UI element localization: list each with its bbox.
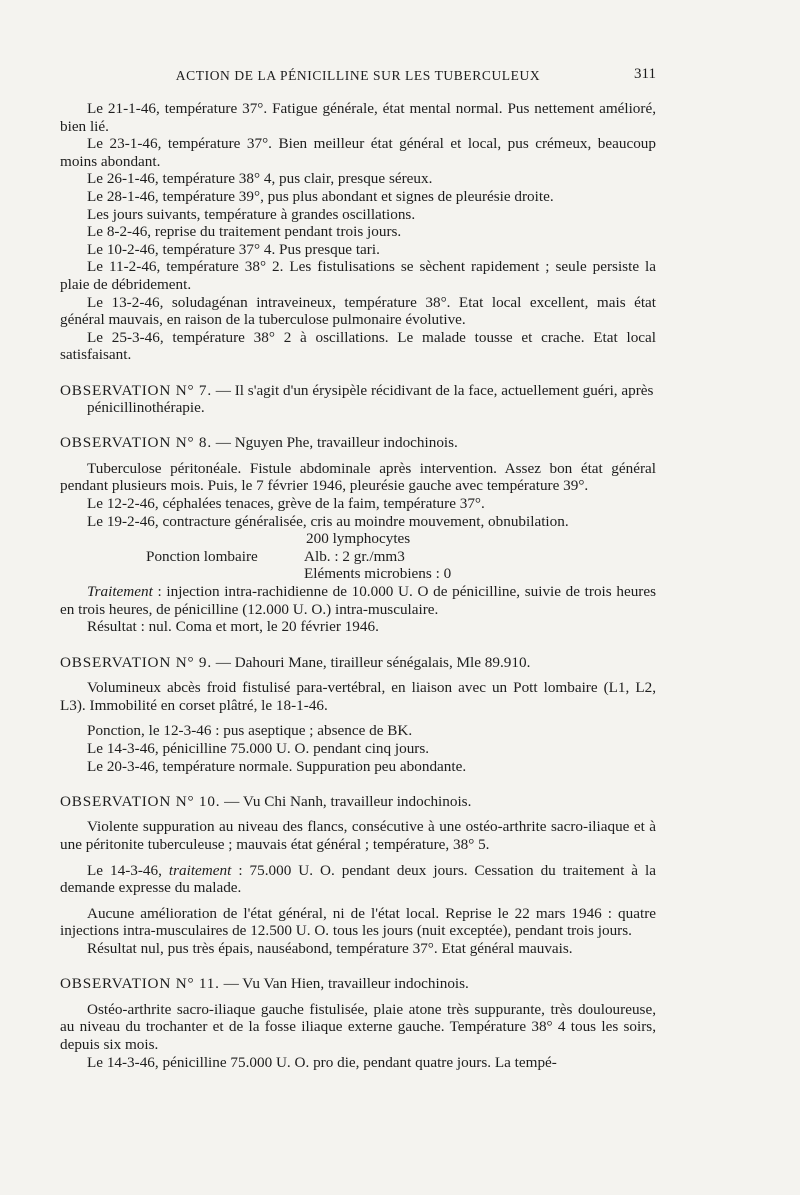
running-header	[60, 66, 656, 86]
observation-8-heading	[60, 434, 656, 452]
observation-label: OBSERVATION N° 11.	[60, 975, 220, 993]
observation-subject: — Dahouri Mane, tirailleur sénégalais, Mle 89.910.	[211, 653, 531, 671]
entry-paragraph: Le 21-1-46, température 37°. Fatigue générale, état mental normal. Pus nettement amélioré, bien lié.	[60, 100, 656, 135]
ponction-line: 200 lymphocytes	[306, 530, 411, 548]
running-title: ACTION DE LA PÉNICILLINE SUR LES TUBERCULEUX	[175, 68, 541, 83]
observation-11-heading	[60, 975, 656, 993]
observation-paragraph: Ponction, le 12-3-46 : pus aseptique ; absence de BK.	[87, 722, 413, 740]
page-number: 311	[634, 66, 656, 82]
observation-9-heading	[60, 654, 656, 672]
observation-paragraph: Le 12-2-46, céphalées tenaces, grève de la faim, température 37°.	[87, 495, 485, 513]
observation-paragraph: Tuberculose péritonéale. Fistule abdominale après intervention. Assez bon état général pendant plusieurs mois. Puis, le 7 février 1946, pleurésie gauche avec température 39°.	[60, 459, 656, 495]
page-body	[60, 100, 656, 1071]
observation-7	[60, 382, 656, 417]
entry-paragraph: Le 28-1-46, température 39°, pus plus abondant et signes de pleurésie droite.	[87, 187, 554, 205]
observation-paragraph: Le 19-2-46, contracture généralisée, cris au moindre mouvement, obnubilation.	[87, 512, 569, 530]
observation-label: OBSERVATION N° 8.	[60, 434, 212, 452]
observation-paragraph: Ostéo-arthrite sacro-iliaque gauche fistulisée, plaie atone très suppurante, très douloureuse, au niveau du trochanter et de la fosse iliaque externe gauche. Température 38° 4 tous les soirs, depuis six mois.	[60, 1000, 656, 1053]
ponction-block	[60, 530, 656, 583]
observation-subject: — Nguyen Phe, travailleur indochinois.	[211, 434, 458, 452]
entry-paragraph: Le 23-1-46, température 37°. Bien meilleur état général et local, pus crémeux, beaucoup moins abondant.	[60, 135, 656, 170]
observation-subject: — Vu Chi Nanh, travailleur indochinois.	[220, 792, 472, 810]
observation-paragraph: Le 20-3-46, température normale. Suppuration peu abondante.	[87, 757, 467, 775]
observation-paragraph: Le 14-3-46, pénicilline 75.000 U. O. pro die, pendant quatre jours. La tempé-	[87, 1053, 557, 1071]
observation-paragraph	[60, 862, 656, 897]
observation-label: OBSERVATION N° 7.	[60, 381, 212, 399]
traitement-label: Traitement	[87, 583, 153, 601]
observation-label: OBSERVATION N° 9.	[60, 653, 212, 671]
ponction-line: Alb. : 2 gr./mm3	[304, 547, 405, 565]
observation-paragraph: Résultat : nul. Coma et mort, le 20 février 1946.	[87, 618, 379, 636]
observation-10-heading	[60, 793, 656, 811]
observation-label: OBSERVATION N° 10.	[60, 792, 221, 810]
ponction-line: Eléments microbiens : 0	[304, 565, 452, 583]
emphasis-text: traitement	[168, 861, 232, 879]
observation-subject: — Vu Van Hien, travailleur indochinois.	[219, 975, 469, 993]
ponction-results	[304, 530, 451, 583]
observation-text: — Il s'agit d'un érysipèle récidivant de la face, actuellement guéri, après pénicillinothérapie.	[87, 381, 654, 417]
entry-paragraph: Le 8-2-46, reprise du traitement pendant trois jours.	[87, 223, 402, 241]
observation-paragraph: Le 14-3-46, pénicilline 75.000 U. O. pendant cinq jours.	[87, 740, 430, 757]
text-run: Le 14-3-46,	[87, 861, 169, 879]
entry-paragraph: Les jours suivants, température à grandes oscillations.	[87, 205, 416, 223]
observation-paragraph: Violente suppuration au niveau des flancs, consécutive à une ostéo-arthrite sacro-iliaque et à une péritonite tuberculeuse ; mauvais état général ; température, 38° 5.	[60, 818, 656, 853]
entry-paragraph: Le 26-1-46, température 38° 4, pus clair, presque séreux.	[87, 170, 433, 188]
traitement-text: : injection intra-rachidienne de 10.000 U. O de pénicilline, suivie de trois heures en trois heures, de pénicilline (12.000 U. O.) intra-musculaire.	[60, 583, 656, 618]
entry-paragraph: Le 13-2-46, soludagénan intraveineux, température 38°. Etat local excellent, mais état général mauvais, en raison de la tuberculose pulmonaire évolutive.	[60, 293, 656, 329]
entry-paragraph: Le 11-2-46, température 38° 2. Les fistulisations se sèchent rapidement ; seule persiste la plaie de débridement.	[60, 258, 656, 293]
traitement-paragraph	[60, 583, 656, 618]
observation-paragraph: Volumineux abcès froid fistulisé para-vertébral, en liaison avec un Pott lombaire (L1, L2, L3). Immobilité en corset plâtré, le 18-1-46.	[60, 679, 656, 714]
observation-paragraph: Résultat nul, pus très épais, nauséabond, température 37°. Etat général mauvais.	[87, 939, 573, 957]
text-run: : 75.000 U. O. pendant deux jours. Cessation du traitement à la demande expresse du malade.	[60, 861, 656, 897]
ponction-label: Ponction lombaire	[146, 547, 258, 565]
entry-paragraph: Le 25-3-46, température 38° 2 à oscillations. Le malade tousse et crache. Etat local satisfaisant.	[60, 328, 656, 364]
entry-paragraph: Le 10-2-46, température 37° 4. Pus presque tari.	[87, 240, 380, 258]
observation-paragraph: Aucune amélioration de l'état général, ni de l'état local. Reprise le 22 mars 1946 : quatre injections intra-musculaires de 12.500 U. O. tous les jours (nuit exceptée), pendant trois jours.	[60, 904, 656, 940]
